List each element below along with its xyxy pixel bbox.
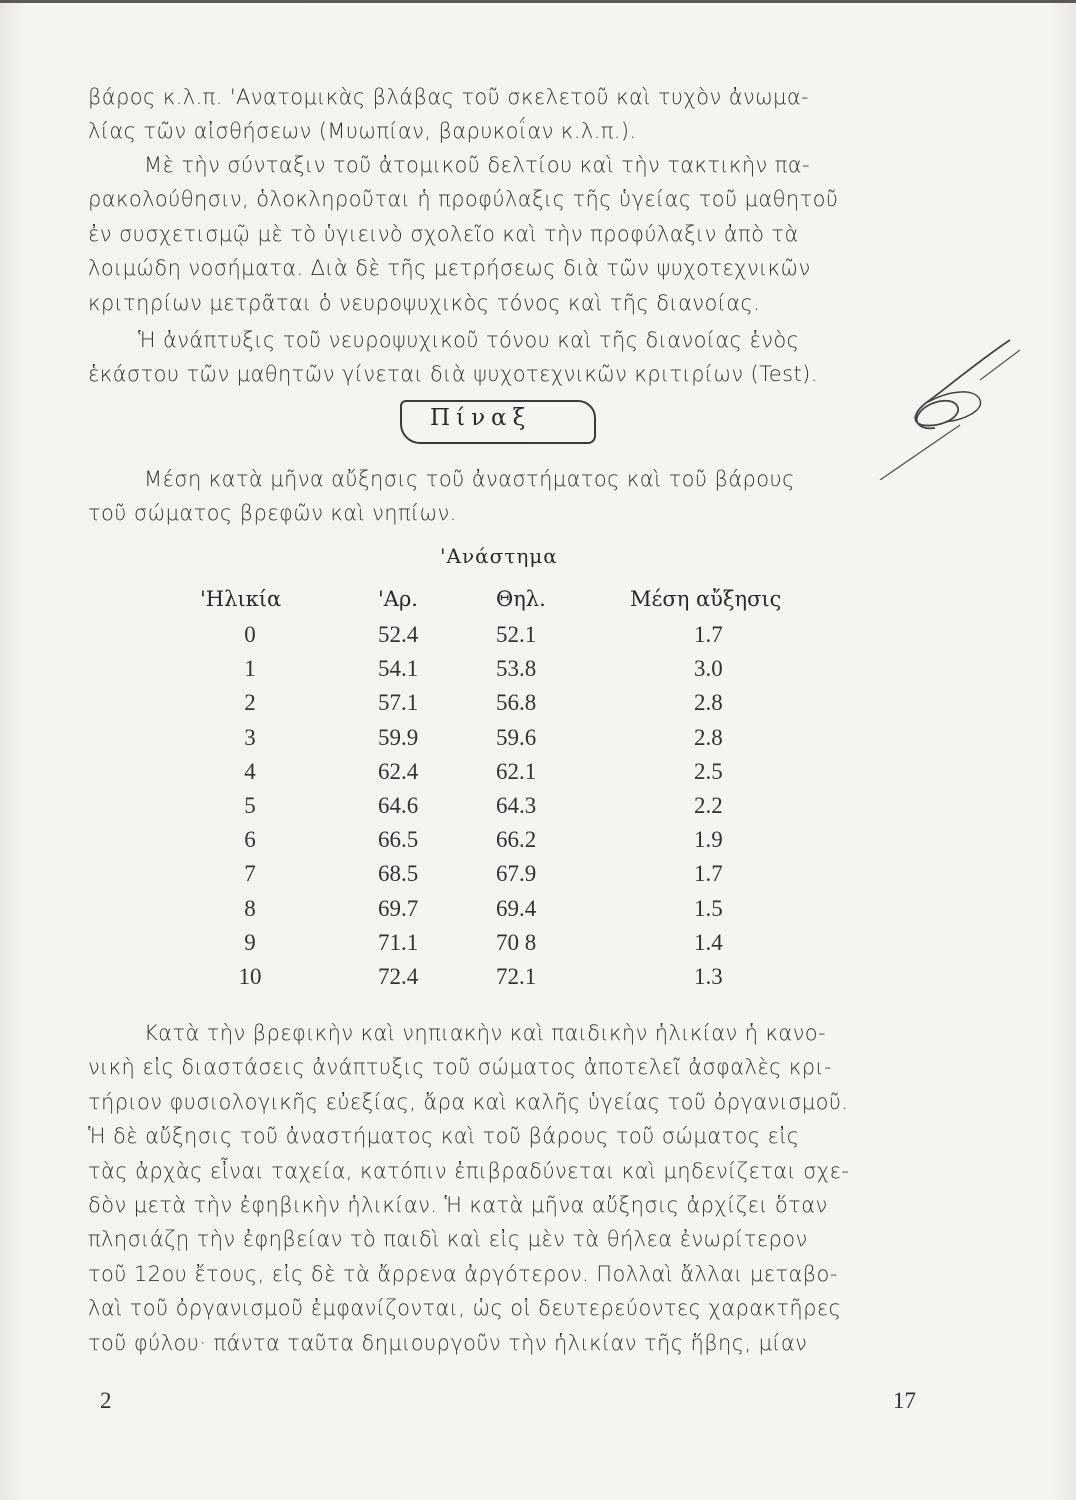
cell-age: 4 (244, 758, 256, 784)
table-caption (88, 462, 928, 531)
column-header-age: 'Ηλικία (200, 587, 282, 611)
cell-male: 57.1 (378, 690, 419, 716)
cell-age: 7 (244, 861, 256, 887)
text-line: Ἡ ἀνάπτυξις τοῦ νευροψυχικοῦ τόνου καὶ τῆς διανοίας ἑνὸς (138, 328, 800, 352)
cell-female: 53.8 (496, 656, 537, 682)
cell-female: 67.9 (496, 861, 537, 887)
text-line: Μέση κατὰ μῆνα αὔξησις τοῦ ἀναστήματος καὶ τοῦ βάρους (144, 467, 795, 491)
cell-female: 70 8 (496, 929, 537, 955)
cell-male: 71.1 (378, 929, 419, 955)
table-row (0, 930, 1076, 964)
growth-table (0, 622, 1076, 998)
text-line: βάρος κ.λ.π. 'Ανατομικὰς βλάβας τοῦ σκελετοῦ καὶ τυχὸν ἀνωμα- (88, 85, 810, 109)
cell-average: 2.8 (694, 690, 723, 716)
text-line: ἑκάστου τῶν μαθητῶν γίνεται διὰ ψυχοτεχνικῶν κριτιρίων (Test). (88, 362, 818, 387)
cell-age: 9 (244, 929, 256, 955)
column-header-average-growth: Μέση αὔξησις (630, 587, 782, 611)
table-row (0, 759, 1076, 793)
cell-female: 64.3 (496, 792, 537, 818)
table-row (0, 793, 1076, 827)
text-line: ρακολούθησιν, ὁλοκληροῦται ἡ προφύλαξις τῆς ὑγείας τοῦ μαθητοῦ (88, 187, 839, 212)
cell-male: 72.4 (378, 963, 419, 989)
text-line: τὰς ἀρχὰς εἶναι ταχεία, κατόπιν ἐπιβραδύνεται καὶ μηδενίζεται σχε- (88, 1158, 850, 1183)
paragraph-conclusion (88, 1016, 928, 1360)
table-row (0, 827, 1076, 861)
cell-average: 3.0 (694, 656, 723, 682)
cell-age: 1 (244, 656, 256, 682)
cell-average: 2.8 (694, 724, 723, 750)
text-line: λοιμώδη νοσήματα. Διὰ δὲ τῆς μετρήσεως διὰ τῶν ψυχοτεχνικῶν (88, 256, 811, 281)
cell-male: 69.7 (378, 895, 419, 921)
paragraph-anaptyxis (88, 323, 928, 392)
text-line: ἐν συσχετισμῷ μὲ τὸ ὑγιεινὸ σχολεῖο καὶ τὴν προφύλαξιν ἀπὸ τὰ (88, 221, 799, 246)
cell-average: 1.3 (694, 963, 723, 989)
table-row (0, 656, 1076, 690)
text-line: τήριον φυσιολογικῆς εὐεξίας, ἄρα καὶ καλῆς ὑγείας τοῦ ὀργανισμοῦ. (88, 1089, 849, 1114)
cell-average: 1.9 (694, 827, 723, 853)
page-top-edge (0, 0, 1076, 3)
text-line: δὸν μετὰ τὴν ἐφηβικὴν ἡλικίαν. Ἡ κατὰ μῆνα αὔξησις ἀρχίζει ὅταν (88, 1193, 828, 1218)
table-title: Πίναξ (430, 405, 532, 431)
cell-male: 54.1 (378, 656, 419, 682)
cell-male: 52.4 (378, 622, 419, 647)
paragraph-syntaxis (88, 148, 928, 320)
cell-male: 62.4 (378, 758, 419, 784)
signature-mark: 2 (100, 1388, 112, 1413)
table-row (0, 896, 1076, 930)
table-row (0, 690, 1076, 724)
cell-age: 5 (244, 792, 256, 818)
text-line: νικὴ εἰς διαστάσεις ἀνάπτυξις τοῦ σώματος ἀποτελεῖ ἀσφαλὲς κρι- (88, 1055, 833, 1080)
table-group-heading: 'Ανάστημα (440, 544, 558, 568)
cell-age: 8 (244, 895, 256, 921)
cell-male: 66.5 (378, 827, 419, 853)
cell-female: 59.6 (496, 724, 537, 750)
text-line: τοῦ σώματος βρεφῶν καὶ νηπίων. (88, 501, 457, 526)
cell-age: 6 (244, 827, 256, 853)
cell-age: 0 (244, 622, 256, 647)
text-line: λαὶ τοῦ ὀργανισμοῦ ἐμφανίζονται, ὡς οἱ δευτερεύοντες χαρακτῆρες (88, 1296, 842, 1321)
column-header-male: 'Αρ. (378, 587, 418, 611)
text-line: λίας τῶν αἰσθήσεων (Μυωπίαν, βαρυκοΐαν κ.λ.π.). (88, 119, 637, 144)
handwritten-mark-icon (860, 330, 1030, 480)
cell-female: 69.4 (496, 895, 537, 921)
paragraph-intro (88, 80, 928, 149)
text-line: τοῦ φύλου· πάντα ταῦτα δημιουργοῦν τὴν ἡλικίαν τῆς ἥβης, μίαν (88, 1330, 808, 1355)
text-line: πλησιάζῃ τὴν ἐφηβείαν τὸ παιδὶ καὶ εἰς μὲν τὰ θήλεα ἐνωρίτερον (88, 1227, 808, 1252)
text-line: Ἡ δὲ αὔξησις τοῦ ἀναστήματος καὶ τοῦ βάρους τοῦ σώματος εἰς (88, 1124, 800, 1149)
page-number: 17 (893, 1388, 916, 1413)
cell-male: 64.6 (378, 792, 419, 818)
cell-average: 2.2 (694, 792, 723, 818)
text-line: κριτηρίων μετρᾶται ὁ νευροψυχικὸς τόνος καὶ τῆς διανοίας. (88, 290, 761, 315)
text-line: τοῦ 12ου ἔτους, εἰς δὲ τὰ ἄρρενα ἀργότερον. Πολλαὶ ἄλλαι μεταβο- (88, 1261, 838, 1286)
table-row (0, 964, 1076, 998)
cell-age: 2 (244, 690, 256, 716)
cell-male: 59.9 (378, 724, 419, 750)
column-header-female: Θηλ. (496, 587, 546, 611)
cell-average: 1.4 (694, 929, 723, 955)
cell-male: 68.5 (378, 861, 419, 887)
cell-age: 10 (238, 963, 262, 989)
table-row (0, 622, 1076, 656)
cell-female: 52.1 (496, 622, 537, 647)
table-row (0, 725, 1076, 759)
cell-average: 1.7 (694, 622, 723, 647)
cell-female: 56.8 (496, 690, 537, 716)
cell-average: 2.5 (694, 758, 723, 784)
cell-female: 66.2 (496, 827, 537, 853)
text-line: Κατὰ τὴν βρεφικὴν καὶ νηπιακὴν καὶ παιδικὴν ἡλικίαν ἡ κανο- (144, 1021, 826, 1045)
cell-female: 72.1 (496, 963, 537, 989)
cell-female: 62.1 (496, 758, 537, 784)
text-line: Μὲ τὴν σύνταξιν τοῦ ἀτομικοῦ δελτίου καὶ τὴν τακτικὴν πα- (144, 153, 811, 177)
cell-age: 3 (244, 724, 256, 750)
cell-average: 1.5 (694, 895, 723, 921)
table-row (0, 861, 1076, 895)
cell-average: 1.7 (694, 861, 723, 887)
